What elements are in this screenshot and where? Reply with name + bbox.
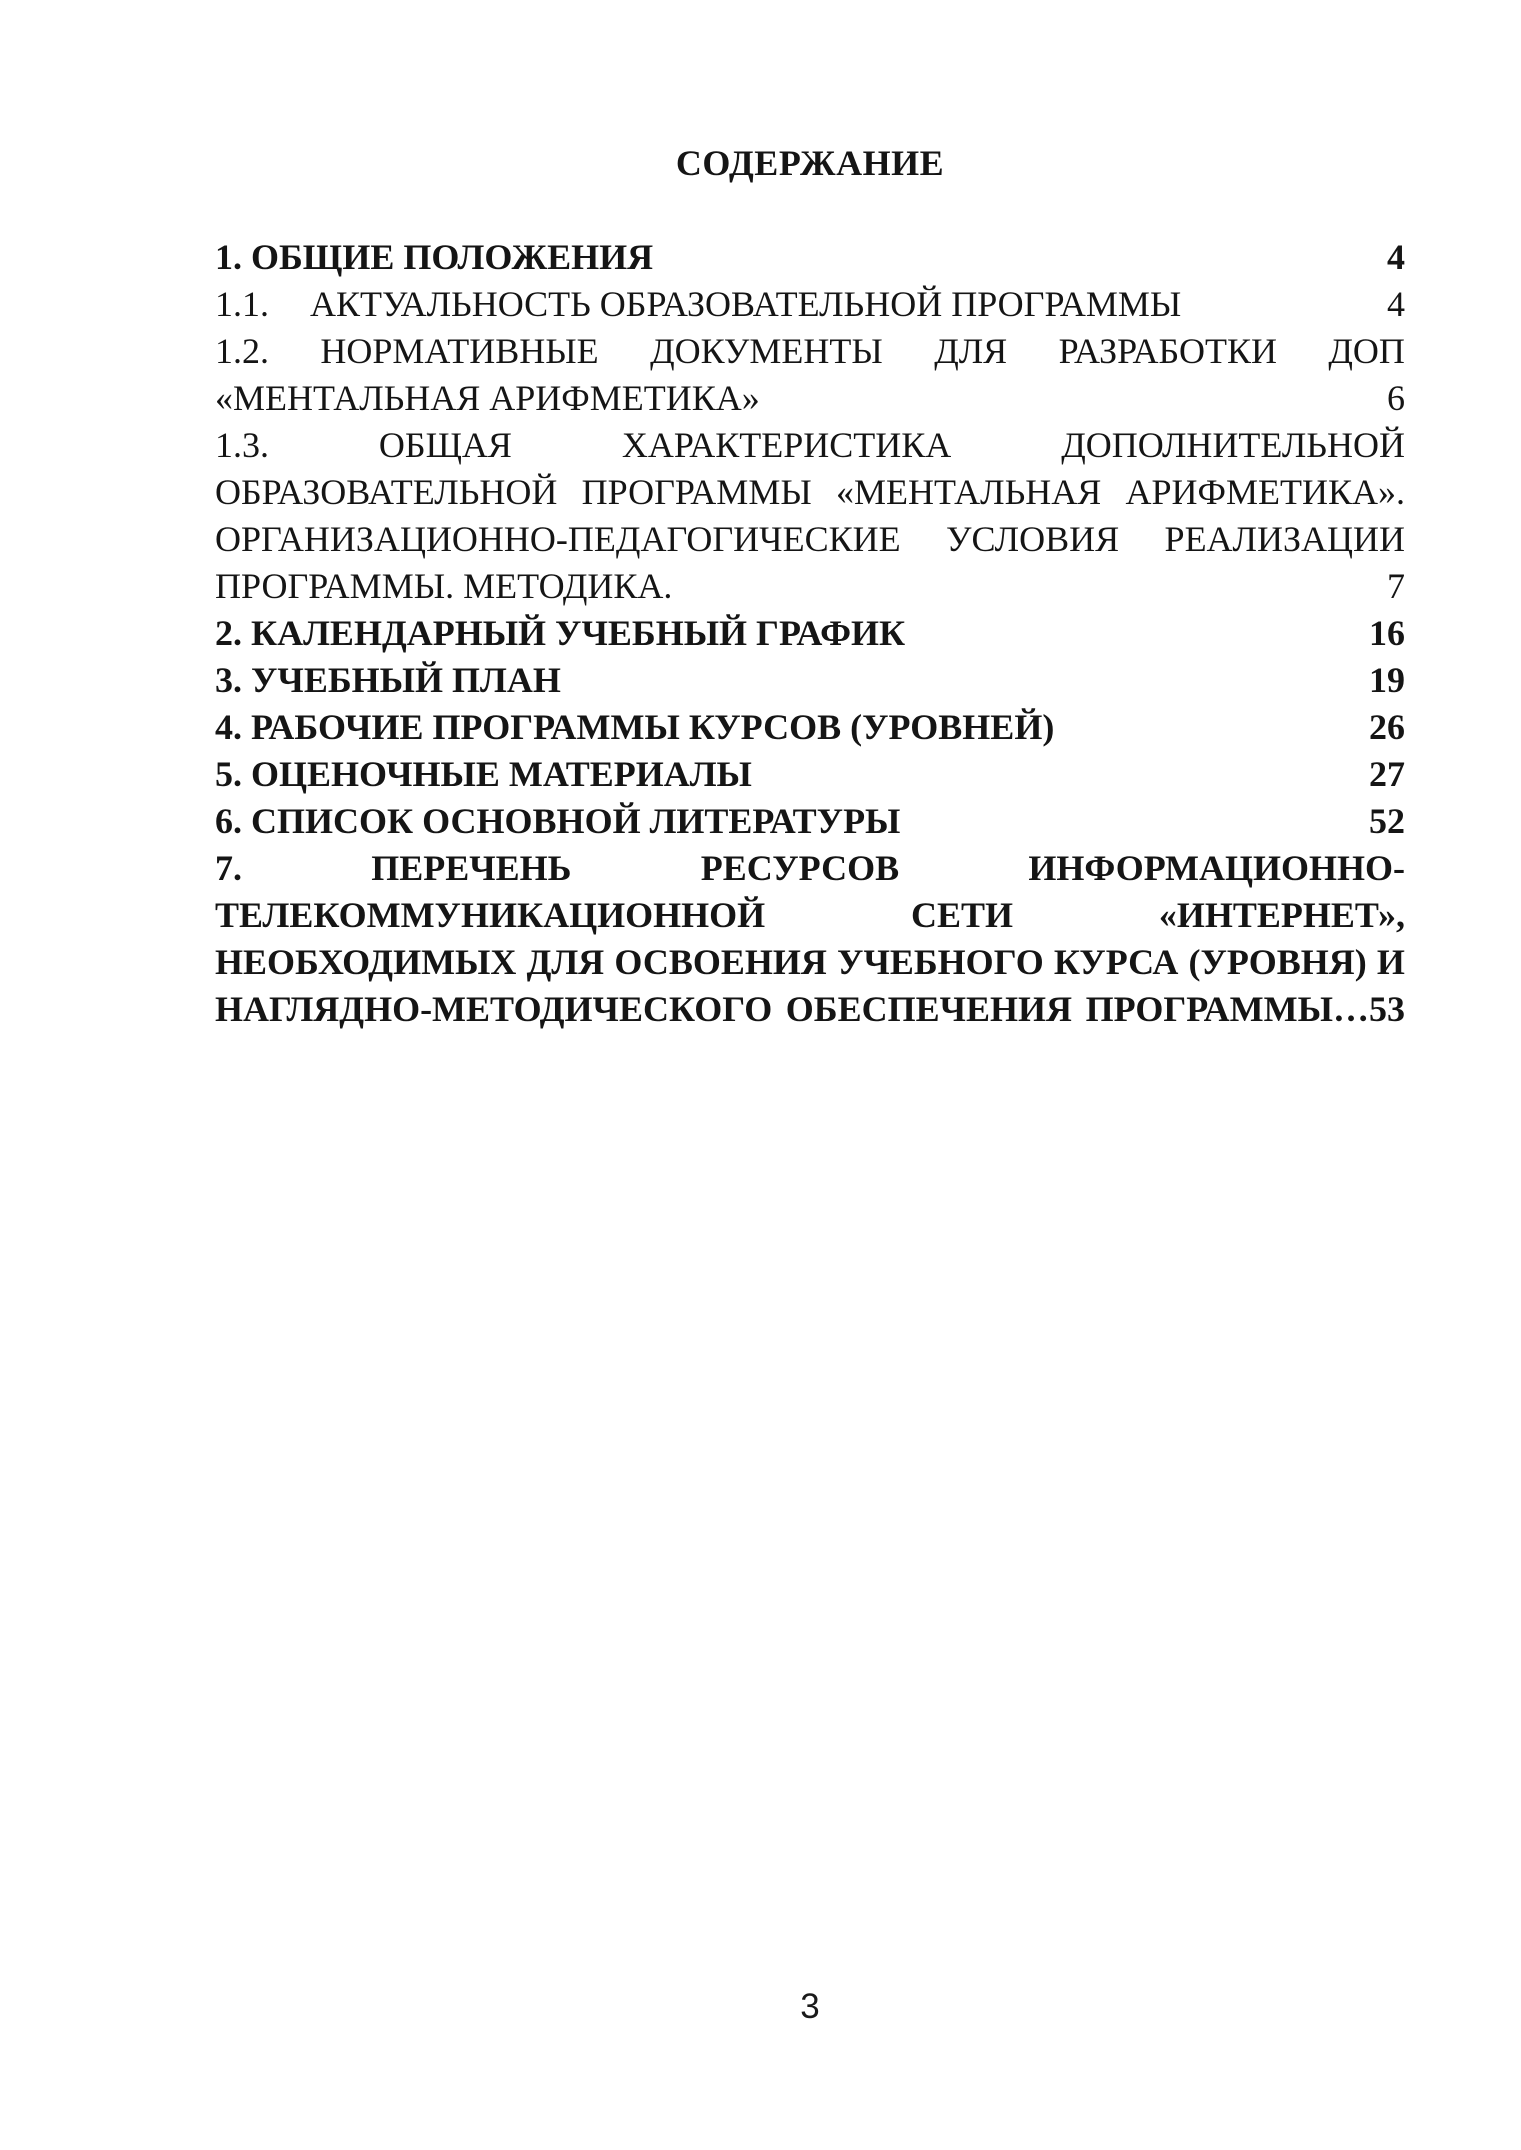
toc-word: ХАРАКТЕРИСТИКА	[621, 425, 952, 465]
toc-word: «МЕНТАЛЬНАЯ	[835, 472, 1102, 512]
toc-entry-text: 2. КАЛЕНДАРНЫЙ УЧЕБНЫЙ ГРАФИК	[215, 613, 906, 653]
toc-word: ДОПОЛНИТЕЛЬНОЙ	[1061, 425, 1405, 465]
toc-line	[215, 751, 1405, 798]
toc-entry-text: 4. РАБОЧИЕ ПРОГРАММЫ КУРСОВ (УРОВНЕЙ)	[215, 707, 1055, 747]
toc-line	[215, 375, 1405, 422]
toc-word: «ИНТЕРНЕТ»,	[1158, 895, 1405, 935]
toc-word: И	[1376, 942, 1405, 982]
toc-word: КУРСА	[1053, 942, 1179, 982]
toc-content	[215, 140, 1405, 1033]
toc-word: ОРГАНИЗАЦИОННО-ПЕДАГОГИЧЕСКИЕ	[215, 519, 901, 559]
toc-word: НОРМАТИВНЫЕ	[320, 331, 599, 371]
toc-word: 7.	[215, 848, 242, 888]
toc-word: НАГЛЯДНО-МЕТОДИЧЕСКОГО	[215, 989, 773, 1029]
toc-line	[215, 328, 1405, 375]
toc-item-number: 1.1.	[215, 284, 269, 324]
toc-page-number: 4	[1387, 284, 1405, 324]
toc-page-number: 27	[1369, 754, 1405, 794]
toc-word: АРИФМЕТИКА».	[1125, 472, 1405, 512]
toc-word: РЕСУРСОВ	[700, 848, 900, 888]
toc-entry-text: 3. УЧЕБНЫЙ ПЛАН	[215, 660, 561, 700]
toc-entry-text: ПРОГРАММЫ. МЕТОДИКА.	[215, 566, 673, 606]
toc-entry-text: «МЕНТАЛЬНАЯ АРИФМЕТИКА»	[215, 378, 760, 418]
toc-line	[215, 845, 1405, 892]
toc-word: НЕОБХОДИМЫХ	[215, 942, 517, 982]
toc-entry-text: 6. СПИСОК ОСНОВНОЙ ЛИТЕРАТУРЫ	[215, 801, 901, 841]
toc-page-number: 52	[1369, 801, 1405, 841]
toc-page-number: 16	[1369, 613, 1405, 653]
toc-entry-text: 1. ОБЩИЕ ПОЛОЖЕНИЯ	[215, 237, 654, 277]
toc-word: РЕАЛИЗАЦИИ	[1164, 519, 1405, 559]
toc-line	[215, 469, 1405, 516]
toc-page-number: 7	[1387, 566, 1405, 606]
toc-word: ТЕЛЕКОММУНИКАЦИОННОЙ	[215, 895, 766, 935]
toc-line	[215, 939, 1405, 986]
toc-word: УЧЕБНОГО	[837, 942, 1044, 982]
toc-line	[215, 657, 1405, 704]
toc-page-number: 26	[1369, 707, 1405, 747]
toc-line	[215, 704, 1405, 751]
toc-line	[215, 234, 1405, 281]
page-title: СОДЕРЖАНИЕ	[675, 143, 945, 183]
toc-line	[215, 422, 1405, 469]
toc-word: ОБРАЗОВАТЕЛЬНОЙ	[215, 472, 558, 512]
toc-page-number: 4	[1387, 237, 1405, 277]
toc-line	[215, 563, 1405, 610]
toc-line	[215, 986, 1405, 1033]
footer-page-number: 3	[800, 1987, 820, 2026]
toc-list	[215, 234, 1405, 1033]
toc-word: 1.3.	[215, 425, 269, 465]
toc-word: ДОКУМЕНТЫ	[650, 331, 883, 371]
toc-entry-text: 5. ОЦЕНОЧНЫЕ МАТЕРИАЛЫ	[215, 754, 752, 794]
toc-word: ПРОГРАММЫ	[581, 472, 812, 512]
toc-word: УСЛОВИЯ	[946, 519, 1120, 559]
toc-word: ПРОГРАММЫ…53	[1085, 989, 1405, 1029]
toc-word: ДЛЯ	[526, 942, 605, 982]
toc-word: ОБЕСПЕЧЕНИЯ	[785, 989, 1073, 1029]
toc-word: (УРОВНЯ)	[1188, 942, 1367, 982]
toc-word: 1.2.	[215, 331, 269, 371]
toc-line	[215, 892, 1405, 939]
toc-word: ИНФОРМАЦИОННО-	[1028, 848, 1405, 888]
toc-entry-text: АКТУАЛЬНОСТЬ ОБРАЗОВАТЕЛЬНОЙ ПРОГРАММЫ	[310, 284, 1182, 324]
toc-line	[215, 516, 1405, 563]
toc-word: ПЕРЕЧЕНЬ	[371, 848, 572, 888]
toc-word: ОБЩАЯ	[378, 425, 512, 465]
toc-line	[215, 610, 1405, 657]
toc-page-number: 19	[1369, 660, 1405, 700]
toc-word: ДЛЯ	[934, 331, 1008, 371]
toc-word: СЕТИ	[910, 895, 1013, 935]
toc-line	[215, 281, 1405, 328]
toc-word: РАЗРАБОТКИ	[1058, 331, 1277, 371]
toc-word: ДОП	[1328, 331, 1405, 371]
toc-word: ОСВОЕНИЯ	[614, 942, 827, 982]
toc-page-number: 6	[1387, 378, 1405, 418]
toc-line	[215, 798, 1405, 845]
